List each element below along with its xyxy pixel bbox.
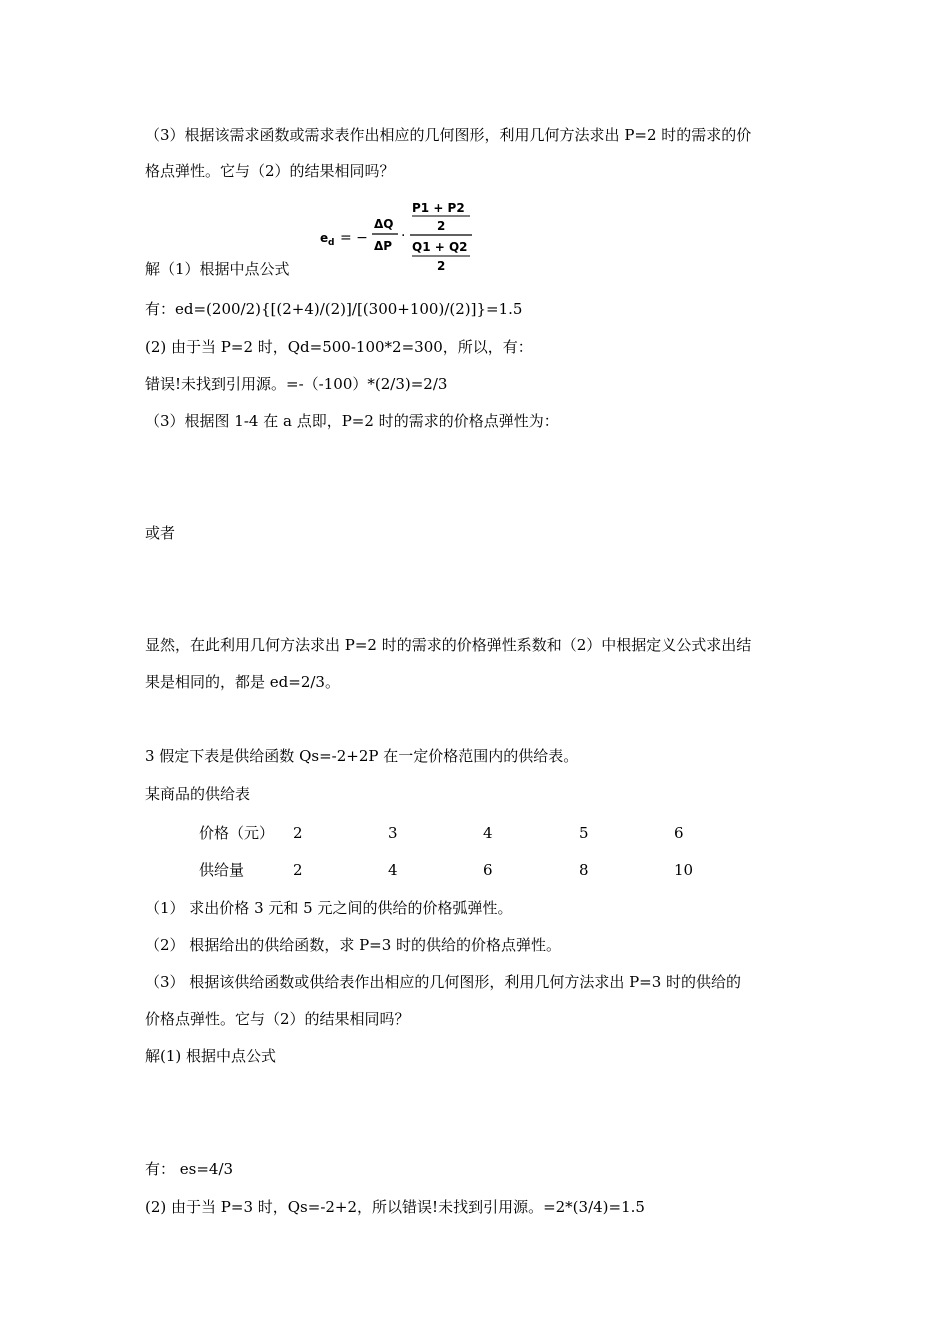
- formula-lhs: e: [320, 231, 329, 245]
- q3-text-line2: 格点弹性。它与（2）的结果相同吗？: [145, 162, 395, 180]
- table-row-label: 供给量: [199, 861, 245, 879]
- q3-text-line1: （3）根据该需求函数或需求表作出相应的几何图形，利用几何方法求出 P=2 时的需求的价: [145, 126, 752, 144]
- formula-lhs-sub: d: [328, 238, 335, 248]
- solution-3-text: （3）根据图 1-4 在 a 点即，P=2 时的需求的价格点弹性为：: [145, 412, 559, 430]
- question-3-part3-line2: 价格点弹性。它与（2）的结果相同吗？: [145, 1010, 410, 1028]
- solution-1-result: 有：ed=(200/2){[(2+4)/(2)]/[(300+100)/(2)]}=1.5: [145, 300, 523, 318]
- table-cell: 2: [293, 824, 303, 842]
- formula-dp: ΔP: [374, 239, 393, 253]
- table-cell: 8: [579, 861, 589, 879]
- formula-dot: ·: [401, 228, 406, 244]
- question-3-part1: （1） 求出价格 3 元和 5 元之间的供给的价格弧弹性。: [145, 899, 513, 917]
- solution-2-text: (2) 由于当 P=2 时，Qd=500-100*2=300，所以，有：: [145, 338, 533, 356]
- formula-num-bot: 2: [437, 219, 446, 233]
- supply-solution-1-result: 有： es=4/3: [145, 1160, 234, 1178]
- table-row-label: 价格（元）: [199, 824, 275, 842]
- table-cell: 10: [674, 861, 694, 879]
- solution-2-result: 错误!未找到引用源。=-（-100）*(2/3)=2/3: [145, 375, 448, 393]
- supply-table-title: 某商品的供给表: [145, 785, 251, 803]
- solution-1-heading: 解（1）根据中点公式: [145, 260, 290, 278]
- supply-solution-2-text: (2) 由于当 P=3 时，Qs=-2+2，所以错误!未找到引用源。=2*(3/4)=1.5: [145, 1198, 645, 1216]
- formula-num-top: P1 + P2: [412, 201, 465, 215]
- or-text: 或者: [145, 524, 176, 542]
- table-cell: 4: [483, 824, 493, 842]
- formula-eq: = −: [340, 230, 368, 246]
- formula-dq: ΔQ: [374, 217, 394, 231]
- table-cell: 6: [483, 861, 493, 879]
- table-cell: 3: [388, 824, 398, 842]
- formula-den-bot: 2: [437, 259, 446, 273]
- table-cell: 5: [579, 824, 589, 842]
- conclusion-line2: 果是相同的，都是 ed=2/3。: [145, 673, 340, 691]
- formula-den-top: Q1 + Q2: [412, 240, 468, 254]
- question-3-part3-line1: （3） 根据该供给函数或供给表作出相应的几何图形，利用几何方法求出 P=3 时的供给的: [145, 973, 742, 991]
- table-cell: 6: [674, 824, 684, 842]
- conclusion-line1: 显然，在此利用几何方法求出 P=2 时的需求的价格弹性系数和（2）中根据定义公式求出结: [145, 636, 752, 654]
- supply-solution-1-heading: 解(1) 根据中点公式: [145, 1047, 277, 1065]
- table-cell: 2: [293, 861, 303, 879]
- table-cell: 4: [388, 861, 398, 879]
- question-3-part2: （2） 根据给出的供给函数，求 P=3 时的供给的价格点弹性。: [145, 936, 562, 954]
- midpoint-formula: [318, 198, 478, 276]
- question-3-heading: 3 假定下表是供给函数 Qs=-2+2P 在一定价格范围内的供给表。: [145, 747, 579, 765]
